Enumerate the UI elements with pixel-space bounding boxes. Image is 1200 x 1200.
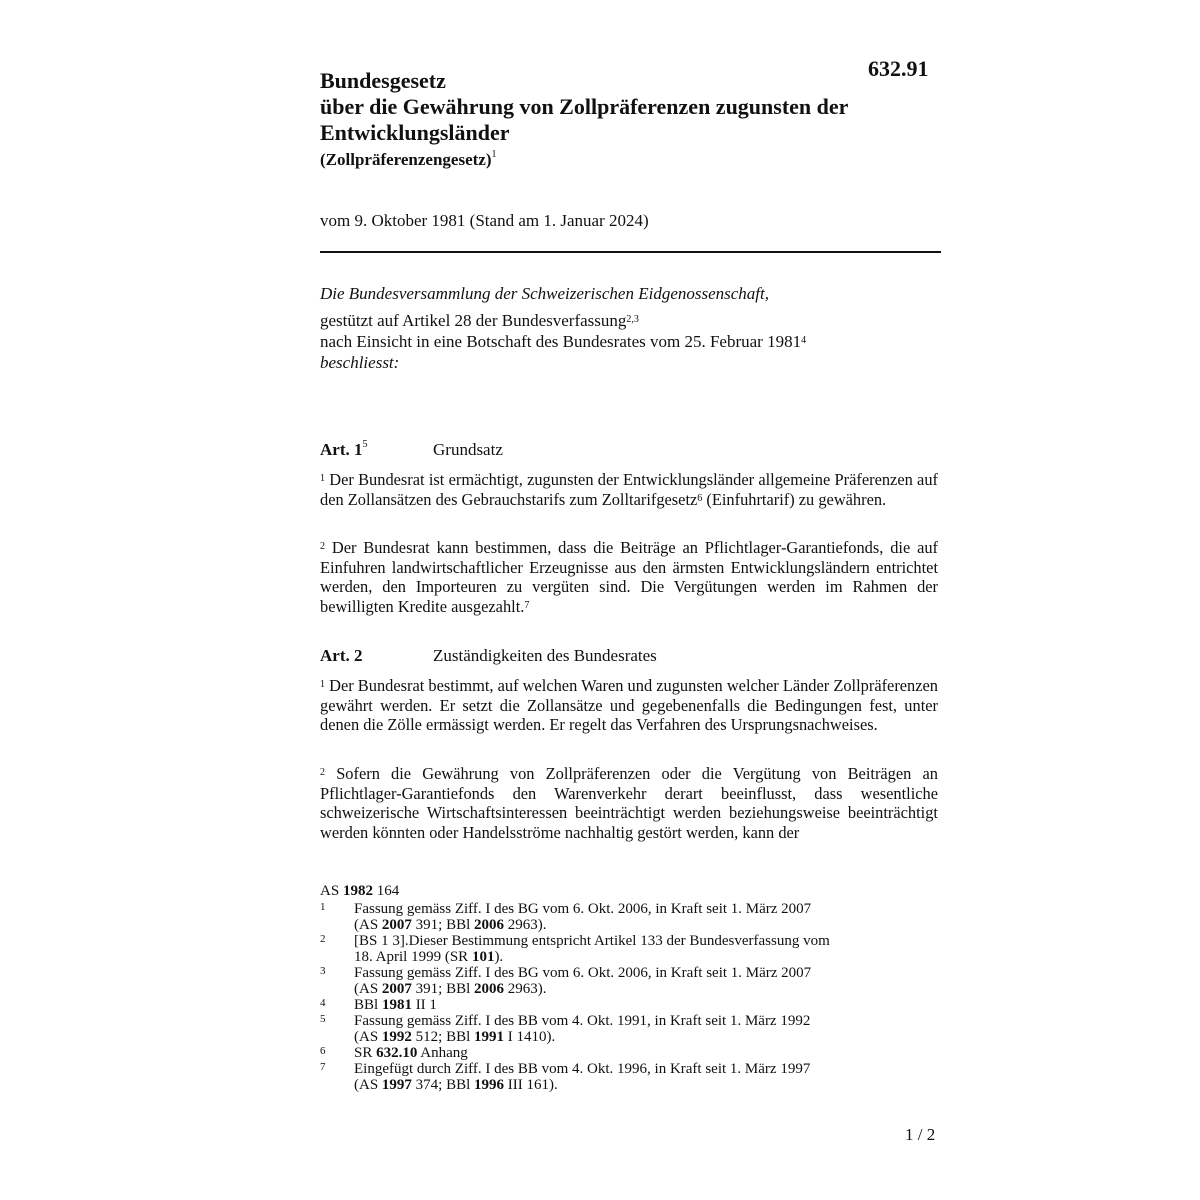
article-1-heading bbox=[320, 440, 503, 460]
footnote-text: SR 632.10 Anhang bbox=[354, 1045, 468, 1061]
article-title: Grundsatz bbox=[433, 440, 503, 459]
footnote-text: Fassung gemäss Ziff. I des BB vom 4. Okt. 1991, in Kraft seit 1. März 1992 bbox=[354, 1013, 811, 1029]
footnotes bbox=[320, 883, 940, 1093]
divider bbox=[320, 251, 941, 253]
article-2-paragraph-1 bbox=[320, 676, 938, 735]
footnote-ref[interactable]: 1 bbox=[491, 149, 497, 160]
as-year: 1982 bbox=[342, 883, 373, 899]
title-line: Bundesgesetz bbox=[320, 68, 446, 93]
article-title: Zuständigkeiten des Bundesrates bbox=[433, 646, 657, 665]
article-1-paragraph-2 bbox=[320, 538, 938, 616]
footnote-ref[interactable]: 7 bbox=[524, 599, 530, 611]
footnote-text: BBl 1981 II 1 bbox=[354, 997, 437, 1013]
paragraph-text: Der Bundesrat ist ermächtigt, zugunsten der Entwicklungsländer allgemeine Präferenzen auf den Zollansätzen des Gebrauchstarifs zum Zolltarifgesetz bbox=[320, 470, 938, 509]
footnote-text: Eingefügt durch Ziff. I des BB vom 4. Okt. 1996, in Kraft seit 1. März 1997 bbox=[354, 1061, 811, 1077]
paragraph-number: 2 bbox=[320, 541, 325, 552]
paragraph-text: Der Bundesrat kann bestimmen, dass die Beiträge an Pflichtlager-Garantiefonds, die auf Einfuhren landwirtschaftlicher Erzeugnisse aus den ärmsten Entwicklungsländern entrichtet werden, den Importeuren zu vergüten sind. Die Vergütungen werden im Rahmen der bewilligten Kredite ausgezahlt. bbox=[320, 538, 938, 616]
footnote-3 bbox=[320, 965, 940, 997]
law-title bbox=[320, 68, 920, 146]
footnote-ref[interactable]: 6 bbox=[697, 492, 703, 504]
article-2-paragraph-2 bbox=[320, 764, 938, 842]
footnote-number: 2 bbox=[320, 933, 326, 945]
footnote-4 bbox=[320, 997, 940, 1013]
footnote-number: 3 bbox=[320, 965, 326, 977]
preamble-basis-text: gestützt auf Artikel 28 der Bundesverfassung bbox=[320, 311, 627, 330]
footnote-text: [BS 1 3].Dieser Bestimmung entspricht Artikel 133 der Bundesverfassung vom bbox=[354, 933, 830, 949]
footnote-ref[interactable]: 4 bbox=[801, 335, 807, 346]
official-collection-ref bbox=[320, 883, 940, 899]
article-1-paragraph-1 bbox=[320, 470, 938, 509]
short-title bbox=[320, 150, 497, 170]
footnote-text: 18. April 1999 (SR 101). bbox=[354, 949, 504, 965]
preamble-basis bbox=[320, 310, 940, 331]
footnote-text: (AS 2007 391; BBl 2006 2963). bbox=[354, 917, 547, 933]
title-line: über die Gewährung von Zollpräferenzen zugunsten der bbox=[320, 94, 849, 119]
paragraph-number: 2 bbox=[320, 767, 325, 778]
footnote-2 bbox=[320, 933, 940, 965]
short-title-text: (Zollpräferenzengesetz) bbox=[320, 150, 492, 169]
paragraph-number: 1 bbox=[320, 679, 325, 690]
footnote-6 bbox=[320, 1045, 940, 1061]
footnote-number: 6 bbox=[320, 1045, 326, 1057]
footnote-text: (AS 1992 512; BBl 1991 I 1410). bbox=[354, 1029, 556, 1045]
sr-number: 632.91 bbox=[868, 56, 929, 81]
article-number: Art. 2 bbox=[320, 646, 363, 665]
preamble-message bbox=[320, 331, 940, 352]
as-prefix: AS bbox=[320, 883, 343, 899]
paragraph-number: 1 bbox=[320, 473, 325, 484]
page-indicator: 1 / 2 bbox=[905, 1125, 936, 1144]
date-line: vom 9. Oktober 1981 (Stand am 1. Januar 2024) bbox=[320, 211, 649, 230]
footnote-ref[interactable]: 2,3 bbox=[626, 314, 639, 325]
footnote-text: Fassung gemäss Ziff. I des BG vom 6. Okt. 2006, in Kraft seit 1. März 2007 bbox=[354, 965, 812, 981]
article-2-heading bbox=[320, 646, 657, 666]
as-page: 164 bbox=[372, 883, 400, 899]
footnote-7 bbox=[320, 1061, 940, 1093]
footnote-1 bbox=[320, 901, 940, 933]
paragraph-text: Der Bundesrat bestimmt, auf welchen Waren und zugunsten welcher Länder Zollpräferenzen gewährt werden. Er setzt die Zollansätze und gegebenenfalls die Bedingungen fest, unter denen die Zölle ermässigt werden. Er regelt das Verfahren des Ursprungsnachweises. bbox=[320, 676, 938, 734]
preamble-authority: Die Bundesversammlung der Schweizerischen Eidgenossenschaft, bbox=[320, 284, 769, 303]
paragraph-text: Sofern die Gewährung von Zollpräferenzen oder die Vergütung von Beiträgen an Pflichtlager-Garantiefonds den Warenverkehr derart beeinflusst, dass wesentliche schweizerische Wirtschaftsinteressen beeinträchtigt werden beziehungsweise beeinträchtigt werden könnten oder Handelsströme nachhaltig gestört werden, kann der bbox=[320, 764, 938, 842]
footnote-5 bbox=[320, 1013, 940, 1045]
footnote-ref[interactable]: 5 bbox=[362, 439, 368, 450]
preamble-message-text: nach Einsicht in eine Botschaft des Bundesrates vom 25. Februar 1981 bbox=[320, 332, 802, 351]
paragraph-text: (Einfuhrtarif) zu gewähren. bbox=[702, 489, 887, 509]
title-line: Entwicklungsländer bbox=[320, 120, 510, 145]
footnote-text: (AS 1997 374; BBl 1996 III 161). bbox=[354, 1077, 558, 1093]
footnote-number: 4 bbox=[320, 997, 326, 1009]
article-number-text: Art. 1 bbox=[320, 440, 363, 459]
article-number bbox=[320, 440, 433, 460]
preamble-resolves: beschliesst: bbox=[320, 353, 400, 372]
footnote-number: 7 bbox=[320, 1061, 326, 1073]
footnote-text: (AS 2007 391; BBl 2006 2963). bbox=[354, 981, 547, 997]
preamble bbox=[320, 283, 940, 373]
footnote-text: Fassung gemäss Ziff. I des BG vom 6. Okt. 2006, in Kraft seit 1. März 2007 bbox=[354, 901, 812, 917]
footnote-number: 5 bbox=[320, 1013, 326, 1025]
footnote-number: 1 bbox=[320, 901, 326, 913]
